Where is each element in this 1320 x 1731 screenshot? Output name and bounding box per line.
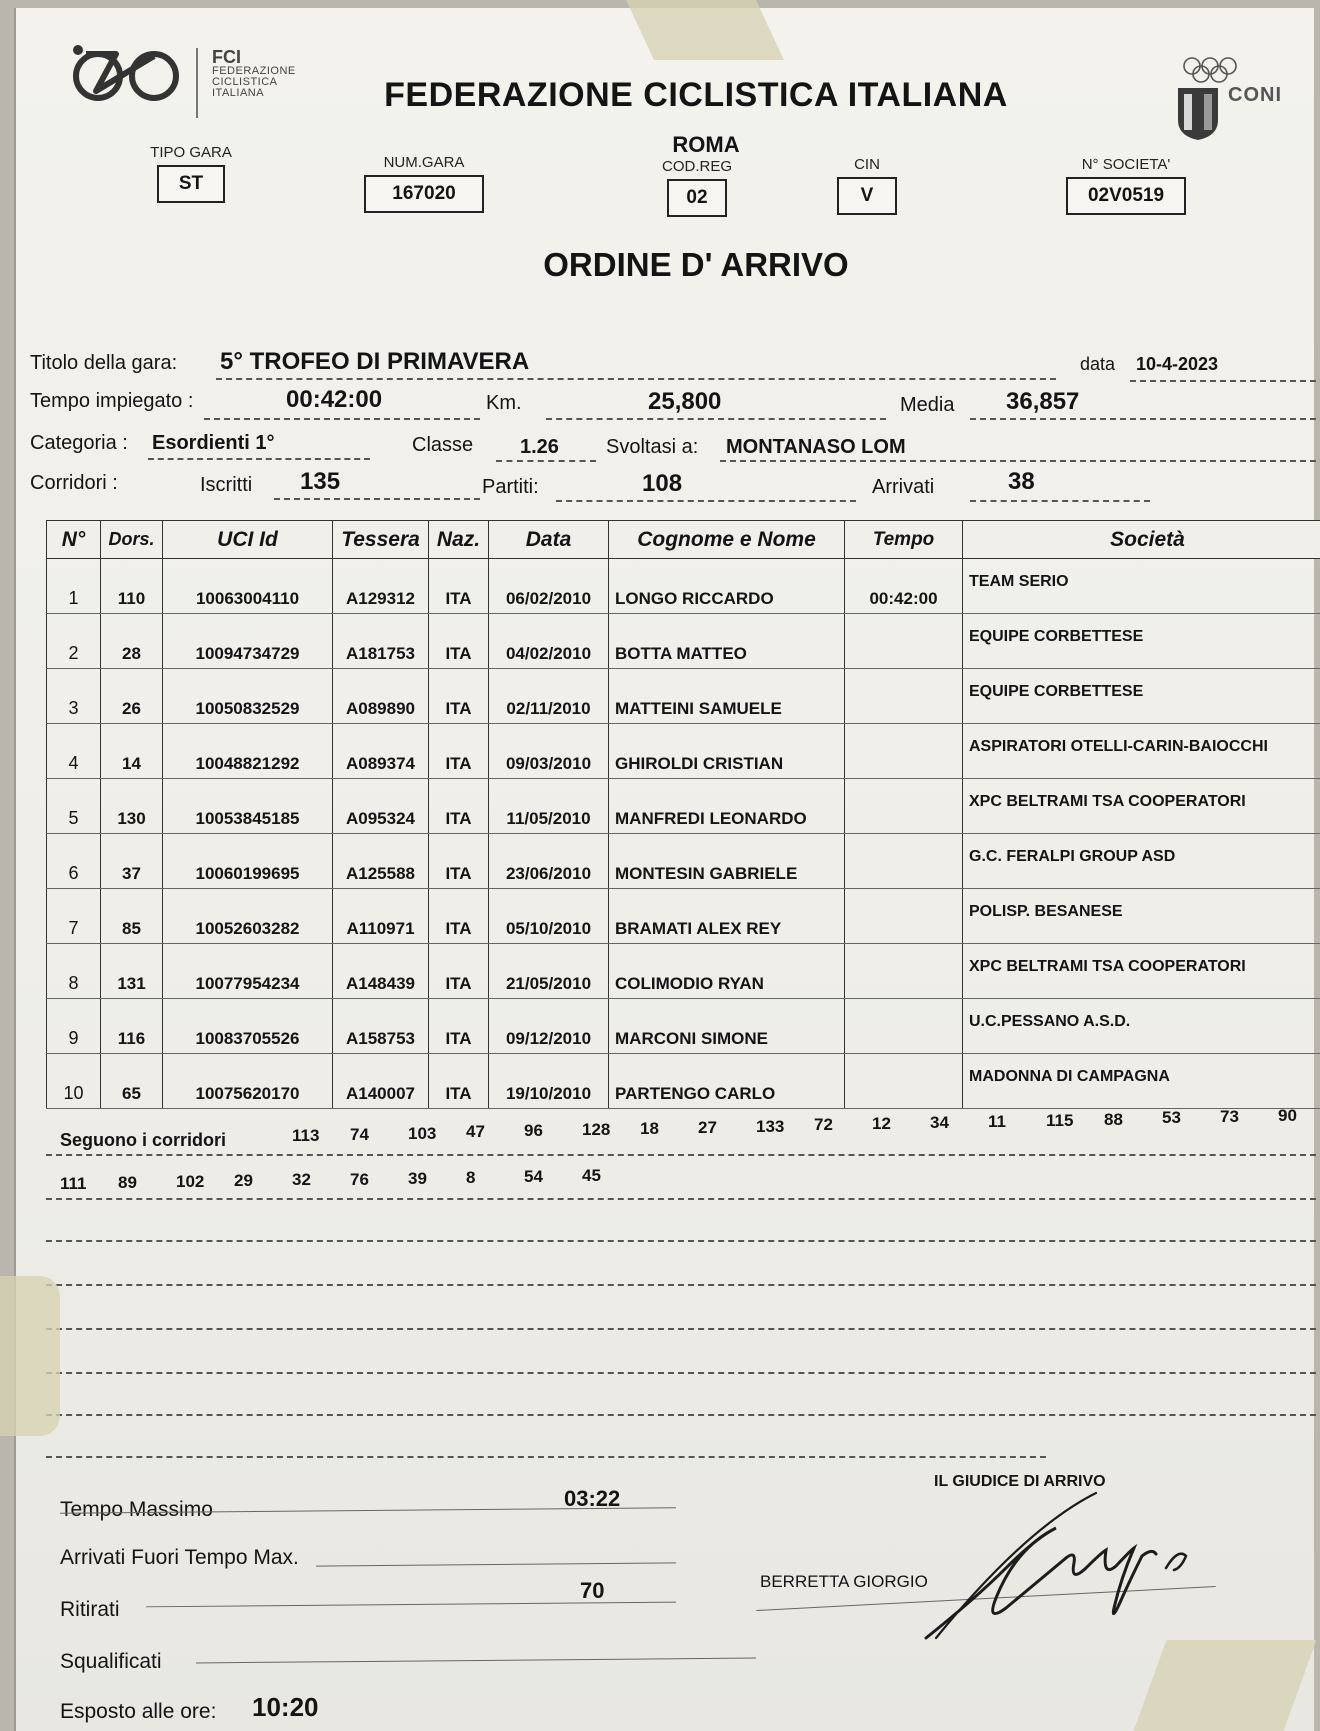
- cell-dob: 09/03/2010: [489, 724, 609, 779]
- cell-bib: 65: [101, 1054, 163, 1109]
- cell-uci-id: 10052603282: [163, 889, 333, 944]
- cell-team: POLISP. BESANESE: [963, 889, 1320, 944]
- cin-label: CIN: [854, 156, 880, 173]
- retired-value: 70: [580, 1578, 605, 1603]
- col-nat: Naz.: [429, 521, 489, 559]
- race-registered: 135: [300, 468, 341, 495]
- cin-field: [832, 156, 902, 215]
- cell-time: [845, 889, 963, 944]
- registered-label: Iscritti: [200, 474, 253, 496]
- following-rider-number: 45: [582, 1166, 601, 1185]
- cell-bib: 26: [101, 669, 163, 724]
- race-km: 25,800: [648, 388, 722, 415]
- max-time-label: Tempo Massimo: [60, 1498, 213, 1521]
- cell-card: A125588: [333, 834, 429, 889]
- cell-uci-id: 10083705526: [163, 999, 333, 1054]
- num-gara-field: [364, 154, 484, 213]
- cell-name: BRAMATI ALEX REY: [609, 889, 845, 944]
- cell-card: A140007: [333, 1054, 429, 1109]
- following-rider-number: 47: [466, 1122, 485, 1142]
- race-started: 108: [642, 470, 683, 497]
- fci-cycle-logo: [56, 36, 196, 116]
- km-label: Km.: [486, 392, 522, 414]
- race-date: 10-4-2023: [1136, 354, 1219, 374]
- cell-time: [845, 999, 963, 1054]
- cell-time: [845, 779, 963, 834]
- cell-team: EQUIPE CORBETTESE: [963, 669, 1320, 724]
- cod-reg-value: 02: [667, 179, 727, 217]
- race-time: 00:42:00: [286, 386, 383, 413]
- cell-time: [845, 944, 963, 999]
- cell-nat: ITA: [429, 614, 489, 669]
- cell-time: [845, 834, 963, 889]
- coni-logo: [1176, 56, 1306, 146]
- cod-reg-field: [652, 158, 742, 217]
- cell-uci-id: 10048821292: [163, 724, 333, 779]
- following-rider-number: 89: [118, 1173, 137, 1193]
- cell-name: PARTENGO CARLO: [609, 1054, 845, 1109]
- cell-team: XPC BELTRAMI TSA COOPERATORI: [963, 944, 1320, 999]
- table-row: [47, 1054, 1320, 1109]
- cell-card: A089890: [333, 669, 429, 724]
- cell-dob: 05/10/2010: [489, 889, 609, 944]
- riders-label: Corridori :: [30, 472, 118, 494]
- race-arrived: 38: [1008, 468, 1035, 495]
- table-header-row: [47, 521, 1320, 559]
- cell-time: [845, 614, 963, 669]
- table-row: [47, 614, 1320, 669]
- cell-team: MADONNA DI CAMPAGNA: [963, 1054, 1320, 1109]
- following-rider-number: 111: [60, 1174, 87, 1193]
- cell-bib: 130: [101, 779, 163, 834]
- table-row: [47, 669, 1320, 724]
- cell-nat: ITA: [429, 999, 489, 1054]
- following-rider-number: 12: [872, 1114, 891, 1134]
- judge-signature: [916, 1488, 1236, 1648]
- cell-card: A129312: [333, 559, 429, 614]
- col-name: Cognome e Nome: [609, 521, 845, 559]
- cell-nat: ITA: [429, 944, 489, 999]
- following-rider-number: 53: [1162, 1108, 1181, 1128]
- out-of-time-label: Arrivati Fuori Tempo Max.: [60, 1546, 299, 1569]
- cell-card: A110971: [333, 889, 429, 944]
- cell-pos: 8: [47, 944, 101, 999]
- race-avg: 36,857: [1006, 388, 1080, 415]
- following-rider-number: 18: [640, 1118, 659, 1138]
- italia-shield-icon: [1176, 86, 1220, 142]
- num-gara-value: 167020: [364, 175, 484, 213]
- cell-dob: 02/11/2010: [489, 669, 609, 724]
- cell-time: 00:42:00: [845, 559, 963, 614]
- table-row: [47, 944, 1320, 999]
- cell-pos: 1: [47, 559, 101, 614]
- cell-uci-id: 10075620170: [163, 1054, 333, 1109]
- cell-dob: 04/02/2010: [489, 614, 609, 669]
- race-class: 1.26: [520, 436, 559, 458]
- cell-name: GHIROLDI CRISTIAN: [609, 724, 845, 779]
- cin-value: V: [837, 177, 897, 215]
- tape-left-middle: [0, 1276, 60, 1436]
- class-label: Classe: [412, 434, 474, 456]
- col-bib: Dors.: [101, 521, 163, 559]
- cell-pos: 5: [47, 779, 101, 834]
- table-row: [47, 889, 1320, 944]
- cell-team: G.C. FERALPI GROUP ASD: [963, 834, 1320, 889]
- retired-label: Ritirati: [60, 1598, 120, 1621]
- cell-nat: ITA: [429, 779, 489, 834]
- cell-name: MATTEINI SAMUELE: [609, 669, 845, 724]
- disqualified-label: Squalificati: [60, 1650, 162, 1673]
- cell-team: EQUIPE CORBETTESE: [963, 614, 1320, 669]
- societa-field: [1066, 156, 1186, 215]
- cell-bib: 14: [101, 724, 163, 779]
- cell-nat: ITA: [429, 669, 489, 724]
- col-time: Tempo: [845, 521, 963, 559]
- cell-name: MARCONI SIMONE: [609, 999, 845, 1054]
- table-row: [47, 834, 1320, 889]
- following-rider-number: 34: [930, 1113, 949, 1133]
- cell-pos: 2: [47, 614, 101, 669]
- col-team: Società: [963, 521, 1320, 559]
- results-sheet: [14, 8, 1314, 1731]
- cell-name: MANFREDI LEONARDO: [609, 779, 845, 834]
- cell-pos: 7: [47, 889, 101, 944]
- cell-nat: ITA: [429, 559, 489, 614]
- city-label: ROMA: [672, 132, 740, 157]
- location-label: Svoltasi a:: [606, 436, 699, 458]
- cell-pos: 6: [47, 834, 101, 889]
- cell-pos: 4: [47, 724, 101, 779]
- tipo-gara-label: TIPO GARA: [150, 144, 232, 161]
- following-rider-number: 74: [350, 1124, 369, 1144]
- cell-nat: ITA: [429, 1054, 489, 1109]
- cell-uci-id: 10077954234: [163, 944, 333, 999]
- cell-dob: 09/12/2010: [489, 999, 609, 1054]
- cell-name: BOTTA MATTEO: [609, 614, 845, 669]
- cell-dob: 11/05/2010: [489, 779, 609, 834]
- posted-label: Esposto alle ore:: [60, 1700, 217, 1723]
- cell-uci-id: 10060199695: [163, 834, 333, 889]
- cell-uci-id: 10094734729: [163, 614, 333, 669]
- fci-wordmark: FCI FEDERAZIONE CICLISTICA ITALIANA: [196, 48, 316, 118]
- cell-nat: ITA: [429, 889, 489, 944]
- cell-bib: 28: [101, 614, 163, 669]
- following-rider-number: 11: [988, 1111, 1006, 1131]
- judge-title: IL GIUDICE DI ARRIVO: [934, 1473, 1106, 1490]
- cod-reg-label: COD.REG: [661, 158, 732, 175]
- cell-name: COLIMODIO RYAN: [609, 944, 845, 999]
- results-table: [46, 520, 1320, 1109]
- cell-nat: ITA: [429, 834, 489, 889]
- following-rider-number: 29: [234, 1171, 253, 1191]
- num-gara-label: NUM.GARA: [383, 154, 465, 171]
- following-rider-number: 128: [582, 1120, 611, 1140]
- arrived-label: Arrivati: [872, 476, 935, 498]
- table-row: [47, 999, 1320, 1054]
- cell-pos: 9: [47, 999, 101, 1054]
- societa-label: N° SOCIETA': [1081, 156, 1171, 173]
- race-date-label: data: [1080, 354, 1116, 374]
- following-rider-number: 113: [292, 1126, 320, 1145]
- following-rider-number: 115: [1046, 1110, 1074, 1130]
- cell-dob: 19/10/2010: [489, 1054, 609, 1109]
- cell-time: [845, 1054, 963, 1109]
- cell-team: XPC BELTRAMI TSA COOPERATORI: [963, 779, 1320, 834]
- cell-dob: 23/06/2010: [489, 834, 609, 889]
- cell-nat: ITA: [429, 724, 489, 779]
- following-label: Seguono i corridori: [60, 1130, 227, 1150]
- cell-name: LONGO RICCARDO: [609, 559, 845, 614]
- cell-uci-id: 10050832529: [163, 669, 333, 724]
- cell-pos: 3: [47, 669, 101, 724]
- following-rider-number: 27: [698, 1117, 717, 1137]
- cell-card: A158753: [333, 999, 429, 1054]
- federation-title: FEDERAZIONE CICLISTICA ITALIANA: [384, 76, 1008, 114]
- col-uci-id: UCI Id: [163, 521, 333, 559]
- table-row: [47, 779, 1320, 834]
- following-rider-number: 72: [814, 1115, 833, 1135]
- cell-team: TEAM SERIO: [963, 559, 1320, 614]
- cell-uci-id: 10063004110: [163, 559, 333, 614]
- tape-top-right: [626, 0, 784, 60]
- cell-team: U.C.PESSANO A.S.D.: [963, 999, 1320, 1054]
- cell-team: ASPIRATORI OTELLI-CARIN-BAIOCCHI: [963, 724, 1320, 779]
- following-rider-number: 102: [176, 1172, 205, 1192]
- table-row: [47, 559, 1320, 614]
- cell-card: A095324: [333, 779, 429, 834]
- tipo-gara-field: [146, 144, 236, 203]
- posted-value: 10:20: [252, 1692, 319, 1722]
- following-rider-number: 39: [408, 1168, 427, 1188]
- started-label: Partiti:: [482, 476, 539, 498]
- col-dob: Data: [489, 521, 609, 559]
- following-rider-number: 76: [350, 1169, 369, 1189]
- race-category: Esordienti 1°: [152, 432, 275, 454]
- societa-value: 02V0519: [1066, 177, 1186, 215]
- cell-bib: 37: [101, 834, 163, 889]
- following-rider-number: 73: [1220, 1107, 1239, 1127]
- cell-bib: 110: [101, 559, 163, 614]
- cell-bib: 116: [101, 999, 163, 1054]
- race-title-label: Titolo della gara:: [30, 352, 178, 374]
- cell-bib: 85: [101, 889, 163, 944]
- following-rider-number: 54: [524, 1166, 543, 1186]
- following-rider-number: 103: [408, 1123, 437, 1143]
- col-pos: N°: [47, 521, 101, 559]
- race-location: MONTANASO LOM: [726, 436, 906, 458]
- cell-card: A148439: [333, 944, 429, 999]
- coni-label: CONI: [1228, 84, 1282, 106]
- cell-dob: 21/05/2010: [489, 944, 609, 999]
- table-row: [47, 724, 1320, 779]
- race-title: 5° TROFEO DI PRIMAVERA: [220, 348, 530, 375]
- avg-label: Media: [900, 394, 955, 416]
- following-rider-number: 88: [1104, 1109, 1123, 1129]
- olympic-rings-icon: [1180, 56, 1240, 86]
- time-label: Tempo impiegato :: [30, 390, 194, 412]
- following-rider-number: 96: [524, 1121, 543, 1141]
- tipo-gara-value: ST: [157, 165, 225, 203]
- col-card: Tessera: [333, 521, 429, 559]
- cell-bib: 131: [101, 944, 163, 999]
- judge-name: BERRETTA GIORGIO: [760, 1572, 928, 1591]
- max-time-value: 03:22: [564, 1486, 621, 1511]
- cell-uci-id: 10053845185: [163, 779, 333, 834]
- category-label: Categoria :: [30, 432, 128, 454]
- following-rider-number: 32: [292, 1170, 311, 1190]
- cell-time: [845, 724, 963, 779]
- following-rider-number: 90: [1278, 1106, 1297, 1125]
- cell-dob: 06/02/2010: [489, 559, 609, 614]
- cell-card: A181753: [333, 614, 429, 669]
- cell-time: [845, 669, 963, 724]
- cell-card: A089374: [333, 724, 429, 779]
- cell-name: MONTESIN GABRIELE: [609, 834, 845, 889]
- following-rider-number: 8: [466, 1167, 476, 1187]
- cell-pos: 10: [47, 1054, 101, 1109]
- following-rider-number: 133: [756, 1116, 785, 1136]
- order-title: ORDINE D' ARRIVO: [543, 246, 849, 283]
